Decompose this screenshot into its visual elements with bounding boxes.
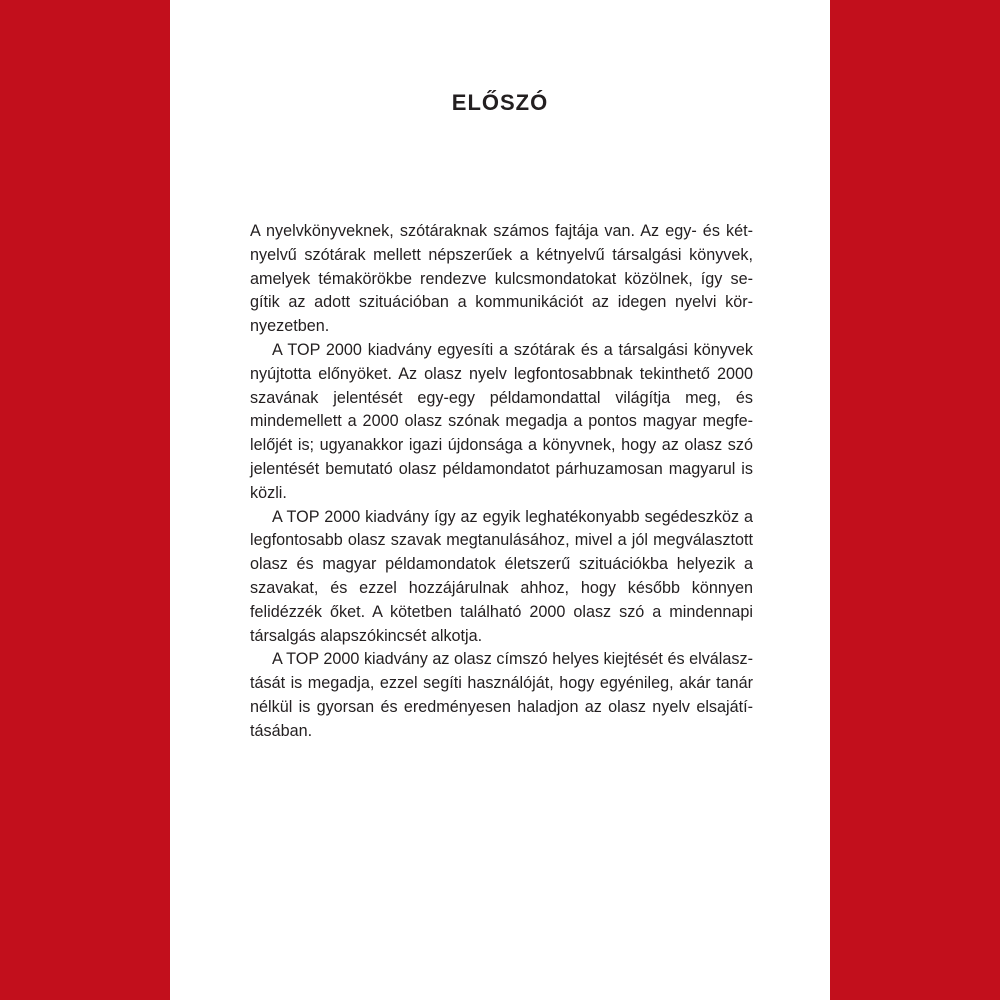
paragraph-2: A TOP 2000 kiadvány egyesíti a szótárak és a társalgási könyvek nyújtotta előnyöket. Az olasz nyelv legfontosabbnak tekinthető 2000 szavának jelentését egy-egy példamondattal világítja meg, és mindemellett a 2000 olasz szónak megadja a pontos magyar megfelelőjét is; ugyanakkor igazi újdonsága a könyvnek, hogy az olasz szó jelentését bemutató olasz példamondatot párhuzamosan magyarul is közli. <box>250 340 753 502</box>
paragraph-3: A TOP 2000 kiadvány így az egyik leghatékonyabb segédeszköz a legfontosabb olasz szavak megtanulásához, mivel a jól megválasztott olasz és magyar példamondatok életszerű szituációkba helyezik a szavakat, és ezzel hozzájárulnak ahhoz, hogy később könnyen felidézzék őket. A kötetben található 2000 olasz szó a mindennapi társalgás alapszókincsét alkotja. <box>250 507 753 645</box>
paragraph-4: A TOP 2000 kiadvány az olasz címszó helyes kiejtését és elválasztását is megadja, ezzel segíti használóját, hogy egyénileg, akár tanár nélkül is gyorsan és eredményesen haladjon az olasz nyelv elsajátításában. <box>250 650 753 740</box>
paragraph-1: A nyelvkönyveknek, szótáraknak számos fajtája van. Az egy- és kétnyelvű szótárak mellett népszerűek a kétnyelvű társalgási könyvek, amelyek témakörökbe rendezve kulcsmondatokat közölnek, így segítik az adott szituációban a kommunikációt az idegen nyelvi környezetben. <box>250 222 753 336</box>
preface-text <box>250 220 753 744</box>
left-red-band <box>0 0 170 1000</box>
page-title: ELŐSZÓ <box>451 90 549 115</box>
page-sheet <box>170 0 830 1000</box>
right-red-band <box>830 0 1000 1000</box>
